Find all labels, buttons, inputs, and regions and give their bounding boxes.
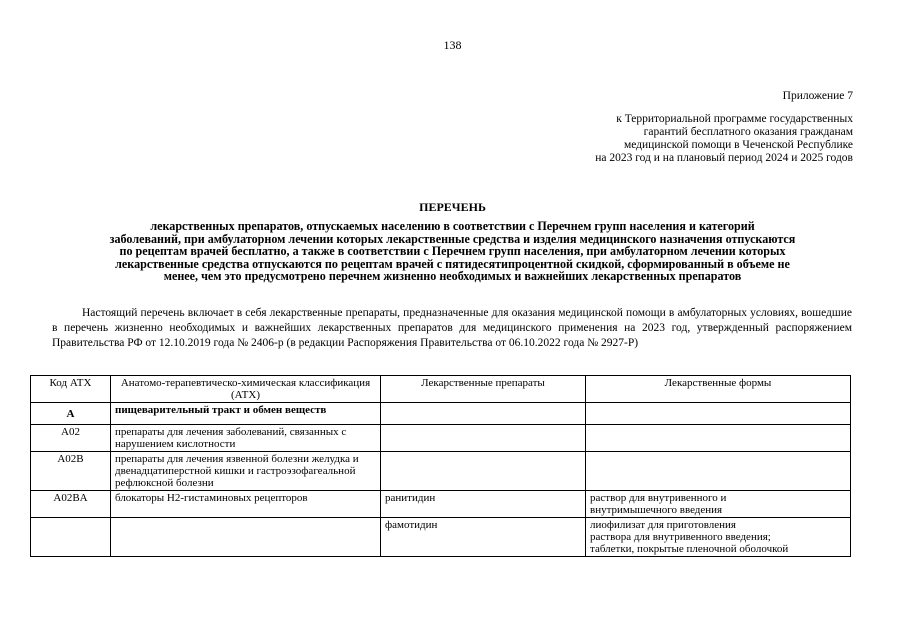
drug-form-line: лиофилизат для приготовления xyxy=(590,519,736,531)
drug-list-table xyxy=(30,375,851,557)
drug-name: фамотидин xyxy=(381,518,586,557)
drug-name: ранитидин xyxy=(381,491,586,518)
atx-classification xyxy=(111,518,381,557)
atx-code xyxy=(31,518,111,557)
appendix-header xyxy=(595,90,853,165)
atx-code: A02BA xyxy=(31,491,111,518)
table-row xyxy=(31,425,851,452)
drug-name xyxy=(381,403,586,425)
drug-forms xyxy=(586,518,851,557)
drug-form-line: раствора для внутривенного введения; xyxy=(590,531,771,543)
atx-classification: препараты для лечения язвенной болезни желудка и двенадцатиперстной кишки и гастроэзофагеальной рефлюксной болезни xyxy=(111,452,381,491)
drug-form-line: внутримышечного введения xyxy=(590,504,723,516)
atx-code: A02B xyxy=(31,452,111,491)
appendix-line: на 2023 год и на плановый период 2024 и 2025 годов xyxy=(595,152,853,164)
table-header-row xyxy=(31,376,851,403)
atx-code: А xyxy=(31,403,111,425)
drug-form-line: раствор для внутривенного и xyxy=(590,492,727,504)
subtitle-line: лекарственных препаратов, отпускаемых населению в соответствии с Перечнем групп населения и категорий xyxy=(150,219,755,233)
appendix-line: гарантий бесплатного оказания гражданам xyxy=(643,126,853,138)
appendix-title: Приложение 7 xyxy=(782,90,853,102)
drug-forms xyxy=(586,491,851,518)
header-code: Код АТХ xyxy=(31,376,111,403)
drug-forms xyxy=(586,403,851,425)
document-title: ПЕРЕЧЕНЬ xyxy=(419,200,486,214)
table-row xyxy=(31,518,851,557)
intro-paragraph: Настоящий перечень включает в себя лекарственные препараты, предназначенные для оказания медицинской помощи в амбулаторных условиях, вошедшие в перечень жизненно необходимых и важнейших лекарственных препаратов для медицинского применения на 2023 год, утвержденный распоряжением Правительства РФ от 12.10.2019 года № 2406-р (в редакции Распоряжения Правительства от 06.10.2022 года № 2927-Р) xyxy=(52,307,852,349)
drug-name xyxy=(381,425,586,452)
table-row xyxy=(31,403,851,425)
atx-classification: блокаторы H2-гистаминовых рецепторов xyxy=(111,491,381,518)
atx-classification: пищеварительный тракт и обмен веществ xyxy=(111,403,381,425)
drug-forms xyxy=(586,452,851,491)
header-drugs: Лекарственные препараты xyxy=(381,376,586,403)
page-number: 138 xyxy=(443,38,462,52)
drug-form-line: таблетки, покрытые пленочной оболочкой xyxy=(590,543,789,555)
subtitle-line: лекарственные средства отпускаются по рецептам врачей с пятидесятипроцентной скидкой, сформированный в объеме не xyxy=(115,256,790,271)
drug-forms xyxy=(586,425,851,452)
header-classification: Анатомо-терапевтическо-химическая классификация (АТХ) xyxy=(111,376,381,403)
appendix-line: медицинской помощи в Чеченской Республике xyxy=(623,139,853,151)
header-forms: Лекарственные формы xyxy=(586,376,851,403)
subtitle-line: заболеваний, при амбулаторном лечении которых лекарственные средства и изделия медицинского назначения отпускаются xyxy=(109,231,796,246)
appendix-line: к Территориальной программе государственных xyxy=(616,113,853,125)
table-row xyxy=(31,452,851,491)
drug-name xyxy=(381,452,586,491)
subtitle-line: по рецептам врачей бесплатно, а также в соответствии с Перечнем групп населения, при амбулаторном лечении которых xyxy=(119,244,786,258)
subtitle-line: менее, чем это предусмотрено перечнем жизненно необходимых и важнейших лекарственных препаратов xyxy=(163,269,742,283)
document-subtitle xyxy=(20,220,885,283)
table-row xyxy=(31,491,851,518)
atx-code: A02 xyxy=(31,425,111,452)
atx-classification: препараты для лечения заболеваний, связанных с нарушением кислотности xyxy=(111,425,381,452)
